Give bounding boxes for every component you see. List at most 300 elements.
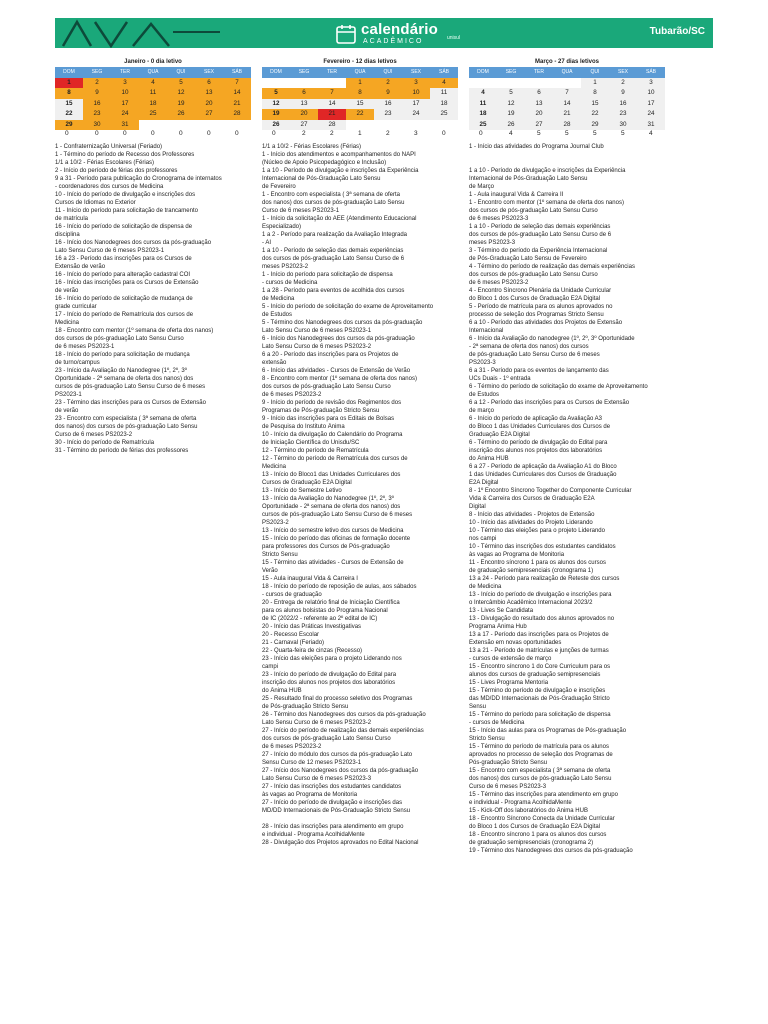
event-line: 13 a 21 - Período de matrículas e junções de turmas — [469, 648, 609, 654]
day-cell: 4 — [139, 78, 167, 89]
event-line: inscrição dos alunos nos projetos dos laboratórios — [262, 680, 396, 686]
day-cell: 21 — [318, 109, 346, 120]
day-cell: 10 — [111, 88, 139, 99]
event-line — [469, 151, 674, 159]
event-line: 31 - Término do período de férias dos professores — [55, 448, 189, 454]
day-cell: 24 — [111, 109, 139, 120]
event-line: 1 a 28 - Período para eventos de acolhida dos cursos — [262, 288, 405, 294]
event-line: Especializado) — [262, 224, 302, 230]
event-line: 10 - Início da divulgação do Calendário do Programa — [262, 432, 403, 438]
day-cell: 11 — [430, 88, 458, 99]
event-line: 16 - Início do período de solicitação de mudança de — [55, 296, 193, 302]
day-cell — [553, 78, 581, 89]
event-line: 1 - Encontro com mentor (1º semana de oferta dos nanos) — [469, 200, 624, 206]
day-cell: 28 — [318, 120, 346, 131]
day-cell: 1 — [581, 78, 609, 89]
event-line: 1/1 a 10/2 - Férias Escolares (Férias) — [55, 160, 155, 166]
day-cell: 20 — [525, 109, 553, 120]
event-line: 16 - Início dos Nanodegrees dos cursos da pós-graduação — [55, 240, 212, 246]
event-line: de IC (2022/2 - referente ao 2º edital de IC) — [262, 616, 378, 622]
month-calendar-march — [469, 58, 665, 141]
event-line: inscrição dos alunos nos projetos dos laboratórios — [469, 448, 603, 454]
event-line: 13 - Início do Semestre Letivo — [262, 488, 342, 494]
count-cell: 0 — [235, 130, 239, 137]
event-line: 2 - Início do período de férias dos professores — [55, 168, 178, 174]
count-cell: 0 — [151, 130, 155, 137]
event-line: 4 - Término do período de realização das demais experiências — [469, 264, 635, 270]
day-cell: 15 — [581, 99, 609, 110]
day-cell — [262, 78, 290, 89]
event-line: campi — [262, 664, 279, 670]
day-cell: 31 — [111, 120, 139, 131]
event-line: 6 - Término do período de solicitação do exame de Aproveitamento — [469, 384, 648, 390]
count-cell: 1 — [358, 130, 362, 137]
event-line: de Medicina — [262, 296, 295, 302]
count-cell: 0 — [65, 130, 69, 137]
event-line: 11 - Encontro síncrono 1 para os alunos dos cursos — [469, 560, 606, 566]
event-line: Extensão de verão — [55, 264, 106, 270]
event-line: 10 - Início do período de divulgação e inscrições dos — [55, 192, 196, 198]
event-line: Programa Ânima Hub — [469, 624, 527, 630]
event-line: dos nanos) dos cursos de pós-graduação Lato Sensu — [55, 424, 198, 430]
event-line: 18 - Início do período para solicitação de mudança — [55, 352, 190, 358]
event-line: disciplina — [55, 232, 80, 238]
event-line: dos cursos de pós-graduação Lato Sensu Curso — [469, 272, 598, 278]
event-line: 1 a 10 - Período de seleção das demais experiências — [469, 224, 611, 230]
weekday-count-row — [55, 130, 665, 140]
day-cell: 1 — [346, 78, 374, 89]
event-line: 15 - Término do período de divulgação e inscrições — [469, 688, 606, 694]
day-cell: 7 — [318, 88, 346, 99]
day-cell: 4 — [430, 78, 458, 89]
event-line: 5 - Término dos Nanodegrees dos cursos da pós-graduação — [262, 320, 423, 326]
event-line: UCs Duais - 1º entrada — [469, 376, 531, 382]
event-line: aprovados no processo de seleção dos Programas de — [469, 752, 613, 758]
brand-mark: unisul — [447, 35, 461, 41]
day-cell: 29 — [55, 120, 83, 131]
day-cell: 19 — [167, 99, 195, 110]
event-line: 21 - Carnaval (Feriado) — [262, 640, 325, 646]
event-line: 6 a 12 - Período das inscrições para os Cursos de Extensão — [469, 400, 630, 406]
event-line: extensão — [262, 360, 287, 366]
event-line: 1 - Início dos atendimentos e acompanhamentos do NAPI — [262, 152, 416, 158]
event-line: Oportunidade - 2ª semana de oferta dos nanos) dos — [55, 376, 194, 382]
day-cell: 23 — [609, 109, 637, 120]
day-cell: 15 — [346, 99, 374, 110]
weekday-header: SEX — [195, 67, 223, 78]
event-line: Curso de 6 meses PS2023-1 — [262, 208, 340, 214]
day-cell: 19 — [262, 109, 290, 120]
event-line: 5 - Início do período de solicitação do exame de Aproveitamento — [262, 304, 434, 310]
day-cell: 18 — [430, 99, 458, 110]
event-line: Curso de 6 meses PS2023-2 — [55, 432, 133, 438]
day-cell: 22 — [346, 109, 374, 120]
event-line: 23 - Encontro com especialista ( 3ª semana de oferta — [55, 416, 197, 422]
event-line: 1 das Unidades Curriculares dos Cursos de Graduação — [469, 472, 617, 478]
day-cell: 13 — [525, 99, 553, 110]
event-line: 27 - Início dos Nanodegrees dos cursos da pós-graduação — [262, 768, 419, 774]
event-line: 15 - Encontro síncrono 1 do Core Curriculum para os — [469, 664, 611, 670]
event-line: de Pós-Graduação Lato Sensu de Fevereiro — [469, 256, 587, 262]
count-cell: 5 — [565, 130, 569, 137]
day-cell: 28 — [223, 109, 251, 120]
weekday-header: SÁB — [637, 67, 665, 78]
event-line: 6 - Início dos Nanodegrees dos cursos da pós-graduação — [262, 336, 415, 342]
count-cell: 2 — [386, 130, 390, 137]
day-cell: 5 — [262, 88, 290, 99]
event-line: 8 - 1º Encontro Síncrono Together do Componente Curricular — [469, 488, 632, 494]
event-line: 1 a 2 - Período para realização da Avaliação Integrada — [262, 232, 407, 238]
event-line: 15 - Lives Programa Mentoria — [469, 680, 549, 686]
event-line: 22 - Quarta-feira de cinzas (Recesso) — [262, 648, 363, 654]
event-line: 11 - Início do período para solicitação de trancamento — [55, 208, 198, 214]
count-cell: 2 — [330, 130, 334, 137]
event-line: 6 - Término do período de divulgação do Edital para — [469, 440, 608, 446]
day-cell: 29 — [581, 120, 609, 131]
day-cell: 25 — [469, 120, 497, 131]
event-line: do Ânima HUB — [469, 456, 509, 462]
count-cell: 0 — [207, 130, 211, 137]
event-line: 16 - Início das inscrições para os Cursos de Extensão — [55, 280, 199, 286]
count-cell: 0 — [179, 130, 183, 137]
event-line: 15 - Término das inscrições para atendimento em grupo — [469, 792, 618, 798]
event-line: 17 - Início do período de Rematrícula dos cursos de — [55, 312, 194, 318]
day-cell — [318, 78, 346, 89]
count-cell: 3 — [414, 130, 418, 137]
event-line: 20 - Entrega de relatório final de Iniciação Científica — [262, 600, 400, 606]
event-line: do Bloco 1 dos Cursos de Graduação E2A Digital — [469, 296, 601, 302]
event-line: das MD/DD Internacionais de Pós-Graduação Stricto — [469, 696, 610, 702]
day-cell: 8 — [581, 88, 609, 99]
events-list-january — [55, 143, 260, 455]
logo — [361, 22, 438, 46]
event-line: 9 a 31 - Período para publicação do Cronograma de internatos — [55, 176, 222, 182]
event-line — [469, 159, 674, 167]
day-cell — [402, 120, 430, 131]
event-line: 10 - Início das atividades do Projeto Liderando — [469, 520, 593, 526]
events-list-march — [469, 143, 674, 855]
day-cell: 1 — [55, 78, 83, 89]
day-cell — [374, 120, 402, 131]
event-line: 15 - Término das atividades - Cursos de Extensão de — [262, 560, 404, 566]
day-cell: 22 — [581, 109, 609, 120]
month-title: Março - 27 dias letivos — [534, 59, 600, 65]
weekday-header: DOM — [469, 67, 497, 78]
event-line: meses PS2023-3 — [469, 240, 516, 246]
event-line: Stricto Sensu — [469, 736, 505, 742]
day-cell: 2 — [83, 78, 111, 89]
day-cell: 10 — [637, 88, 665, 99]
event-line: Internacional de Pós-Graduação Lato Sensu — [469, 176, 588, 182]
day-cell: 25 — [430, 109, 458, 120]
event-line: Stricto Sensu — [262, 552, 298, 558]
event-line: 27 - Início do período de realização das demais experiências — [262, 728, 424, 734]
event-line: 12 - Término do período de Rematrícula — [262, 448, 369, 454]
event-line: 18 - Encontro Síncrono Conecta da Unidade Curricular — [469, 816, 615, 822]
event-line: 12 - Término do período de Rematrícula dos cursos de — [262, 456, 408, 462]
weekday-header: SEX — [609, 67, 637, 78]
event-line: dos nanos) dos cursos de pós-graduação Lato Sensu — [469, 776, 612, 782]
event-line: 1 - Encontro com especialista ( 3ª semana de oferta — [262, 192, 400, 198]
weekday-header: SEX — [402, 67, 430, 78]
event-line: Medicina — [55, 320, 80, 326]
day-cell: 26 — [167, 109, 195, 120]
event-line: 19 - Término dos Nanodegrees dos cursos da pós-graduação — [469, 848, 633, 854]
event-line: E2A Digital — [469, 480, 499, 486]
event-line: 20 - Início das Práticas Investigativas — [262, 624, 362, 630]
event-line: PS2023-2 — [262, 520, 289, 526]
event-line: 16 - Início do período de solicitação de dispensa de — [55, 224, 193, 230]
event-line: 28 - Divulgação dos Projetos aprovados no Edital Nacional — [262, 840, 419, 846]
day-cell: 21 — [553, 109, 581, 120]
event-line: de turno/campus — [55, 360, 100, 366]
event-line: dos cursos de pós-graduação Lato Sensu Curso — [262, 736, 391, 742]
month-title: Janeiro - 0 dia letivo — [124, 59, 182, 65]
event-line: Vida & Carreira dos Cursos de Graduação E2A — [469, 496, 595, 502]
day-cell: 27 — [195, 109, 223, 120]
event-line: 20 - Recesso Escolar — [262, 632, 320, 638]
day-cell: 3 — [402, 78, 430, 89]
event-line: Lato Sensu Curso de 6 meses PS2023-3 — [262, 776, 372, 782]
logo-subtitle: ACADÊMICO — [363, 38, 424, 45]
day-cell — [290, 78, 318, 89]
event-line: Sensu Curso de 12 meses PS2023-1 — [262, 760, 362, 766]
event-line: 8 - Início das atividades - Projetos de Extensão — [469, 512, 595, 518]
day-cell: 23 — [83, 109, 111, 120]
day-cell: 11 — [139, 88, 167, 99]
event-line: cursos de pós-graduação Lato Sensu Curso de 6 meses — [55, 384, 206, 390]
event-line: 1 - Início das atividades do Programa Journal Club — [469, 144, 604, 150]
day-cell: 7 — [553, 88, 581, 99]
event-line: de 6 meses PS2023-3 — [469, 216, 529, 222]
event-line: - AI — [262, 240, 272, 246]
event-line: 13 - Início do semestre letivo dos cursos de Medicina — [262, 528, 404, 534]
event-line: 13 a 24 - Período para realização de Reteste dos cursos — [469, 576, 620, 582]
count-cell: 0 — [272, 130, 276, 137]
day-cell: 30 — [83, 120, 111, 131]
decorative-shapes-icon — [55, 18, 225, 48]
count-cell: 0 — [95, 130, 99, 137]
event-line: 1 - Término do período de Recesso dos Professores — [55, 152, 195, 158]
event-line: 27 - Início do período de divulgação e inscrições das — [262, 800, 403, 806]
day-cell: 9 — [374, 88, 402, 99]
day-cell — [469, 78, 497, 89]
event-line: Graduação E2A Digital — [469, 432, 530, 438]
event-line: 6 a 27 - Período de aplicação da Avaliação A1 do Bloco — [469, 464, 617, 470]
day-cell: 16 — [609, 99, 637, 110]
event-line: 15 - Término do período para solicitação de dispensa — [469, 712, 611, 718]
event-line: 27 - Início do módulo dos cursos da pós-graduação Lato — [262, 752, 413, 758]
event-line: 1/1 a 10/2 - Férias Escolares (Férias) — [262, 144, 362, 150]
event-line: 15 - Kick-Off dos laboratórios do Ânima HUB — [469, 808, 588, 814]
event-line: Cursos de Idiomas no Exterior — [55, 200, 136, 206]
logo-title: calendário — [361, 21, 439, 38]
weekday-header: QUI — [581, 67, 609, 78]
day-cell — [167, 120, 195, 131]
day-cell: 17 — [637, 99, 665, 110]
event-line: MD/DD Internacionais de Pós-Graduação Stricto Sensu — [262, 808, 411, 814]
count-cell: 4 — [649, 130, 653, 137]
event-line: Cursos de Graduação E2A Digital — [262, 480, 352, 486]
event-line: dos cursos de pós-graduação Lato Sensu Curso de 6 — [469, 232, 612, 238]
count-cell: 5 — [537, 130, 541, 137]
event-line: 15 - Encontro com especialista ( 3ª semana de oferta — [469, 768, 611, 774]
day-cell: 26 — [262, 120, 290, 131]
event-line: de Medicina — [469, 584, 502, 590]
day-cell: 2 — [609, 78, 637, 89]
event-line: o Intercâmbio Acadêmico Internacional 2023/2 — [469, 600, 593, 606]
weekday-header: SEG — [83, 67, 111, 78]
event-line: de pós-graduação Lato Sensu Curso de 6 meses — [469, 352, 600, 358]
event-line: de 6 meses PS2023-1 — [55, 344, 115, 350]
event-line: 15 - Término do período de matrícula para os alunos — [469, 744, 609, 750]
event-line: alunos dos cursos de graduação semipresenciais — [469, 672, 601, 678]
count-cell: 0 — [442, 130, 446, 137]
event-line: grade curricular — [55, 304, 97, 310]
event-line: 23 - Início do período de divulgação do Edital para — [262, 672, 397, 678]
event-line: do Ânima HUB — [262, 688, 302, 694]
event-line: do Bloco 1 das Unidades Curriculares dos Cursos de — [469, 424, 611, 430]
event-line: 1 - Aula inaugural Vida & Carreira II — [469, 192, 564, 198]
event-line: e individual - Programa AcolhidaMente — [262, 832, 365, 838]
event-line: Lato Sensu Curso de 6 meses PS2023-2 — [262, 720, 372, 726]
event-line: para professores dos Cursos de Pós-graduação — [262, 544, 390, 550]
event-line: de matrícula — [55, 216, 89, 222]
event-line: - cursos de extensão de março — [469, 656, 552, 662]
event-line: 6 - Início da Avaliação do nanodegree (1º, 2º, 3º Oportunidade — [469, 336, 635, 342]
event-line: 1 - Início do período para solicitação de dispensa — [262, 272, 393, 278]
day-cell — [223, 120, 251, 131]
event-line: 16 - Início do período para alteração cadastral COI — [55, 272, 191, 278]
event-line: dos cursos de pós-graduação Lato Sensu Curso — [469, 208, 598, 214]
event-line: Programas de Pós-graduação Stricto Sensu — [262, 408, 380, 414]
event-line: de Estudos — [469, 392, 500, 398]
event-line: Internacional de Pós-Graduação Lato Sensu — [262, 176, 381, 182]
event-line: PS2023-3 — [469, 360, 496, 366]
day-cell: 2 — [374, 78, 402, 89]
day-cell: 5 — [497, 88, 525, 99]
event-line: 25 - Resultado final do processo seletivo dos Programas — [262, 696, 413, 702]
day-cell: 22 — [55, 109, 83, 120]
day-cell — [525, 78, 553, 89]
day-cell: 19 — [497, 109, 525, 120]
day-cell: 30 — [609, 120, 637, 131]
day-cell: 8 — [55, 88, 83, 99]
event-line: 15 - Início das aulas para os Programas de Pós-graduação — [469, 728, 627, 734]
event-line: 15 - Início do período das oficinas de formação docente — [262, 536, 411, 542]
weekday-header: SÁB — [430, 67, 458, 78]
day-cell: 27 — [525, 120, 553, 131]
event-line: às vagas ao Programa de Monitoria — [262, 792, 358, 798]
events-list-february — [262, 143, 467, 847]
event-line: 6 a 10 - Período das atividades dos Projetos de Extensão — [469, 320, 623, 326]
event-line: Lato Sensu Curso de 6 meses PS2023-2 — [262, 344, 372, 350]
event-line: 3 - Término do período da Experiência Internacional — [469, 248, 608, 254]
event-line: 27 - Início das inscrições dos estudantes candidatos — [262, 784, 402, 790]
event-line: 9 - Início das inscrições para os Editais de Bolsas — [262, 416, 395, 422]
event-line: de Pós-graduação Stricto Sensu — [262, 704, 349, 710]
event-line: de graduação semipresenciais (cronograma 2) — [469, 840, 594, 846]
event-line: - 2ª semana de oferta dos nanos) dos cursos — [469, 344, 589, 350]
day-cell: 20 — [290, 109, 318, 120]
event-line — [262, 815, 467, 823]
day-cell: 3 — [637, 78, 665, 89]
weekday-header: TER — [318, 67, 346, 78]
event-line: Curso de 6 meses PS2023-3 — [469, 784, 547, 790]
event-line: de verão — [55, 408, 79, 414]
day-cell: 14 — [223, 88, 251, 99]
event-line: 1 a 10 - Período de seleção das demais experiências — [262, 248, 404, 254]
day-cell — [497, 78, 525, 89]
event-line: 6 a 31 - Período para os eventos de lançamento das — [469, 368, 609, 374]
event-line: 8 - Encontro com mentor (1º semana de oferta dos nanos) — [262, 376, 417, 382]
day-cell: 21 — [223, 99, 251, 110]
weekday-header: SÁB — [223, 67, 251, 78]
calendar-icon — [335, 23, 357, 45]
day-cell: 13 — [195, 88, 223, 99]
day-cell: 16 — [83, 99, 111, 110]
day-cell — [195, 120, 223, 131]
count-cell: 0 — [479, 130, 483, 137]
event-line: 13 - Início do período de divulgação e inscrições para — [469, 592, 612, 598]
event-line: 18 - Início do período de reposição de aulas, aos sábados — [262, 584, 417, 590]
event-line: 5 - Período de matrícula para os alunos aprovados no — [469, 304, 613, 310]
weekday-header: SEG — [290, 67, 318, 78]
event-line: de 6 meses PS2023-2 — [469, 280, 529, 286]
event-line: 10 - Término das inscrições dos estudantes candidatos — [469, 544, 616, 550]
day-cell: 9 — [83, 88, 111, 99]
day-cell: 14 — [553, 99, 581, 110]
event-line: PS2023-1 — [55, 392, 82, 398]
day-cell: 17 — [111, 99, 139, 110]
event-line: 18 - Encontro com mentor (1º semana de oferta dos nanos) — [55, 328, 214, 334]
count-cell: 5 — [621, 130, 625, 137]
day-cell: 27 — [290, 120, 318, 131]
day-cell: 17 — [402, 99, 430, 110]
event-line: Lato Sensu Curso de 6 meses PS2023-1 — [262, 328, 372, 334]
event-line: 6 - Início do período de aplicação da Avaliação A3 — [469, 416, 602, 422]
event-line: - cursos de graduação — [262, 592, 322, 598]
count-cell: 0 — [123, 130, 127, 137]
event-line: Pós-graduação Stricto Sensu — [469, 760, 548, 766]
event-line: - coordenadores dos cursos de Medicina — [55, 184, 164, 190]
event-line: de Fevereiro — [262, 184, 296, 190]
event-line: 6 a 20 - Período das inscrições para os Projetos de — [262, 352, 399, 358]
day-cell: 15 — [55, 99, 83, 110]
weekday-header: DOM — [262, 67, 290, 78]
count-cell: 5 — [593, 130, 597, 137]
event-line: nos campi — [469, 536, 497, 542]
event-line: 18 - Encontro síncrono 1 para os alunos dos cursos — [469, 832, 607, 838]
day-cell: 13 — [290, 99, 318, 110]
event-line: Internacional — [469, 328, 504, 334]
event-line: 1 - Início da solicitação do AEE (Atendimento Educacional — [262, 216, 417, 222]
event-line: dos nanos) dos cursos de pós-graduação Lato Sensu — [262, 200, 405, 206]
day-cell: 5 — [167, 78, 195, 89]
event-line: 6 - Início das atividades - Cursos de Extensão de Verão — [262, 368, 411, 374]
weekday-header: QUI — [167, 67, 195, 78]
event-line: de Pesquisa do Instituto Ânima — [262, 424, 345, 430]
event-line: dos cursos de pós-graduação Lato Sensu Curso — [262, 384, 391, 390]
day-cell: 26 — [497, 120, 525, 131]
day-cell: 12 — [262, 99, 290, 110]
weekday-header: QUI — [374, 67, 402, 78]
event-line: do Bloco 1 dos Cursos de Graduação E2A Digital — [469, 824, 601, 830]
day-cell: 18 — [139, 99, 167, 110]
weekday-header: QUA — [553, 67, 581, 78]
event-line: 13 - Início da Avaliação do Nanodegree (1º, 2º, 3º — [262, 496, 394, 502]
weekday-header: QUA — [139, 67, 167, 78]
